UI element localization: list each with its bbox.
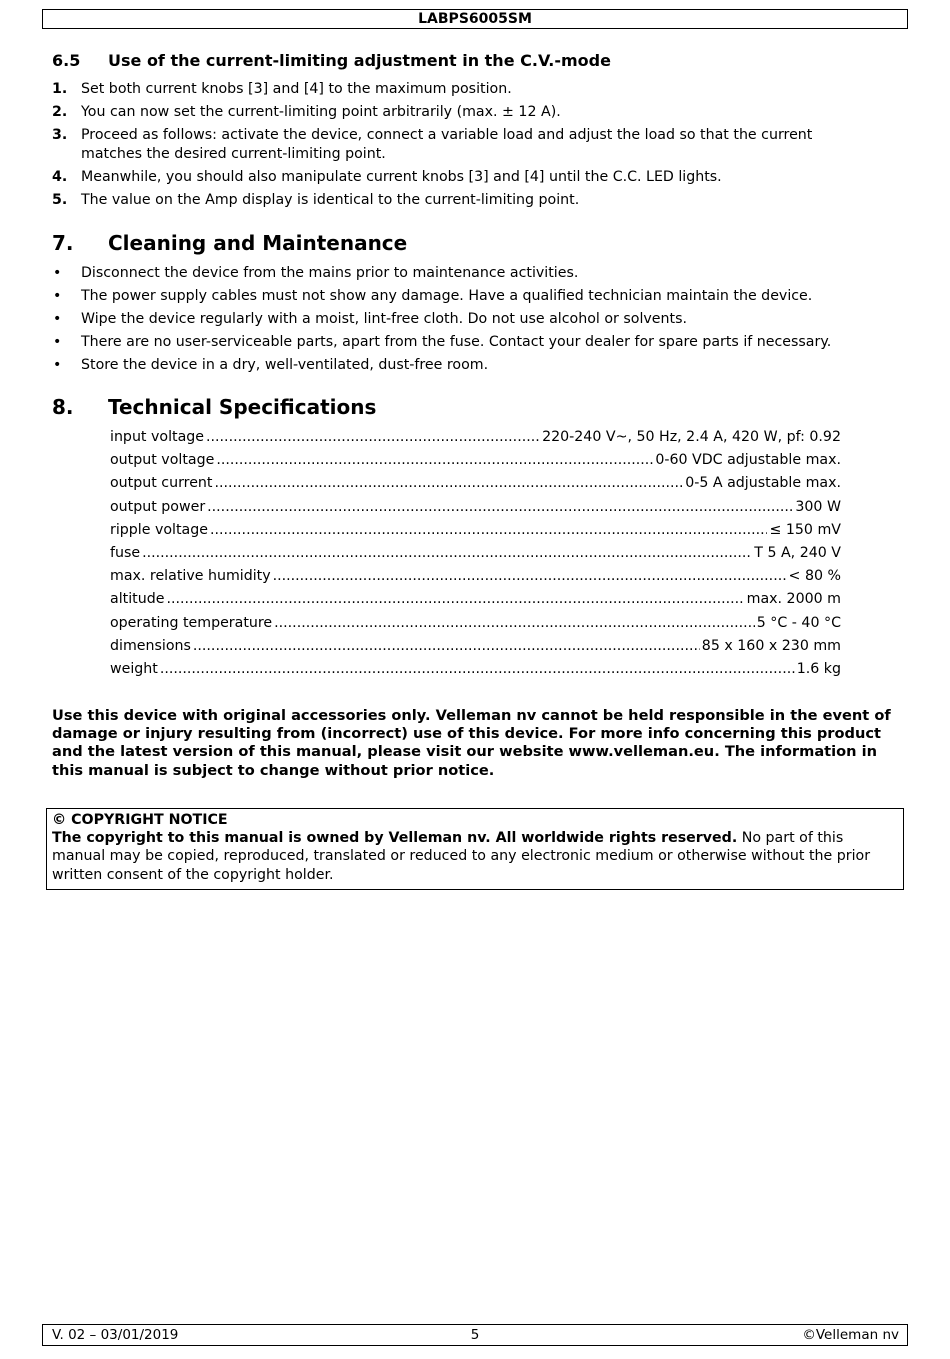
copyright-body: No part of this manual may be copied, reproduced, translated or reduced to any electronic medium or otherwise without the prior written consent of the copyright holder. [52, 830, 871, 883]
dot-leader [206, 428, 540, 447]
bullet-icon: • [53, 357, 62, 374]
spec-row [110, 544, 841, 567]
spec-row [110, 521, 841, 544]
spec-row [110, 428, 841, 451]
spec-label: dimensions [110, 637, 191, 654]
specifications-table [110, 428, 841, 683]
section-number: 7. [52, 231, 74, 255]
spec-label: altitude [110, 591, 165, 608]
spec-label: output voltage [110, 452, 215, 469]
spec-value: 300 W [795, 498, 841, 515]
dot-leader [160, 660, 795, 679]
usage-notice: Use this device with original accessories only. Velleman nv cannot be held responsible in the event of damage or injury resulting from (incorrect) use of this device. For more info concerning this product and the latest version of this manual, please visit our website www.velleman.eu. The information in this manual is subject to change without prior notice. [52, 707, 891, 779]
dot-leader [142, 544, 752, 563]
list-item [52, 264, 902, 283]
bullet-text: There are no user-serviceable parts, apart from the fuse. Contact your dealer for spare parts if necessary. [81, 334, 832, 351]
dot-leader [216, 451, 653, 470]
step-text: The value on the Amp display is identical to the current-limiting point. [81, 191, 580, 208]
spec-value: ≤ 150 mV [769, 521, 841, 538]
procedure-steps [52, 80, 872, 214]
spec-row [110, 567, 841, 590]
copyright-title: © COPYRIGHT NOTICE [52, 812, 228, 828]
step-number: 1. [52, 81, 68, 97]
step-text: You can now set the current-limiting point arbitrarily (max. ± 12 A). [81, 104, 561, 120]
spec-value: < 80 % [788, 568, 841, 585]
list-item [52, 103, 872, 122]
step-number: 3. [52, 127, 68, 143]
section-title: Technical Specifications [108, 395, 377, 419]
spec-label: output power [110, 498, 206, 515]
list-item [52, 168, 872, 187]
section-6-5-heading [52, 50, 611, 72]
page-header [42, 9, 908, 29]
list-item [52, 287, 902, 306]
spec-value: 85 x 160 x 230 mm [701, 637, 841, 654]
section-title: Cleaning and Maintenance [108, 231, 408, 255]
page-footer [42, 1324, 908, 1346]
dot-leader [193, 637, 700, 656]
bullet-icon: • [53, 288, 62, 305]
spec-row [110, 637, 841, 660]
step-number: 2. [52, 104, 68, 120]
step-text: Meanwhile, you should also manipulate current knobs [3] and [4] until the C.C. LED lights. [81, 168, 722, 185]
copyright-owner: ©Velleman nv [802, 1327, 899, 1343]
dot-leader [215, 474, 684, 493]
list-item [52, 356, 902, 375]
bullet-icon: • [53, 334, 62, 351]
document-model-title: LABPS6005SM [418, 11, 532, 27]
section-number: 6.5 [52, 51, 81, 70]
bullet-text: Store the device in a dry, well-ventilated, dust-free room. [81, 357, 489, 374]
page-number: 5 [470, 1327, 480, 1343]
step-number: 5. [52, 191, 68, 208]
section-number: 8. [52, 395, 74, 419]
bullet-text: Wipe the device regularly with a moist, lint-free cloth. Do not use alcohol or solvents. [81, 311, 687, 328]
bullet-icon: • [53, 265, 62, 281]
spec-value: 0-5 A adjustable max. [685, 475, 841, 492]
spec-value: 5 °C - 40 °C [756, 614, 841, 631]
spec-row [110, 474, 841, 497]
maintenance-list [52, 264, 902, 379]
step-number: 4. [52, 168, 68, 185]
spec-row [110, 451, 841, 474]
section-8-heading [52, 394, 376, 420]
spec-label: max. relative humidity [110, 568, 271, 585]
spec-value: max. 2000 m [746, 591, 841, 608]
spec-row [110, 498, 841, 521]
dot-leader [274, 614, 755, 633]
bullet-text: Disconnect the device from the mains prior to maintenance activities. [81, 265, 579, 281]
spec-value: T 5 A, 240 V [754, 544, 841, 561]
list-item [52, 126, 872, 163]
section-7-heading [52, 230, 407, 256]
list-item [52, 191, 872, 210]
spec-label: operating temperature [110, 614, 273, 631]
spec-value: 1.6 kg [796, 660, 841, 677]
spec-row [110, 660, 841, 683]
spec-label: input voltage [110, 429, 205, 445]
copyright-text [52, 829, 898, 884]
spec-label: output current [110, 475, 213, 492]
spec-value: 0-60 VDC adjustable max. [655, 452, 841, 469]
spec-label: ripple voltage [110, 521, 208, 538]
list-item [52, 310, 902, 329]
step-text: Proceed as follows: activate the device, connect a variable load and adjust the load so that the current matches the desired current-limiting point. [81, 127, 813, 162]
spec-label: fuse [110, 544, 141, 561]
step-text: Set both current knobs [3] and [4] to the maximum position. [81, 81, 512, 97]
dot-leader [207, 498, 793, 517]
list-item [52, 80, 872, 99]
spec-row [110, 590, 841, 613]
copyright-lead: The copyright to this manual is owned by Velleman nv. All worldwide rights reserved. [52, 830, 738, 847]
dot-leader [273, 567, 787, 586]
dot-leader [166, 590, 744, 609]
list-item [52, 333, 902, 352]
spec-value: 220-240 V~, 50 Hz, 2.4 A, 420 W, pf: 0.92 [542, 429, 841, 445]
spec-row [110, 614, 841, 637]
section-title: Use of the current-limiting adjustment in the C.V.-mode [108, 51, 611, 70]
spec-label: weight [110, 660, 158, 677]
copyright-notice-box [46, 808, 904, 890]
version-date: V. 02 – 03/01/2019 [52, 1327, 179, 1343]
bullet-text: The power supply cables must not show any damage. Have a qualified technician maintain the device. [81, 288, 813, 305]
bullet-icon: • [53, 311, 62, 328]
dot-leader [210, 521, 768, 540]
